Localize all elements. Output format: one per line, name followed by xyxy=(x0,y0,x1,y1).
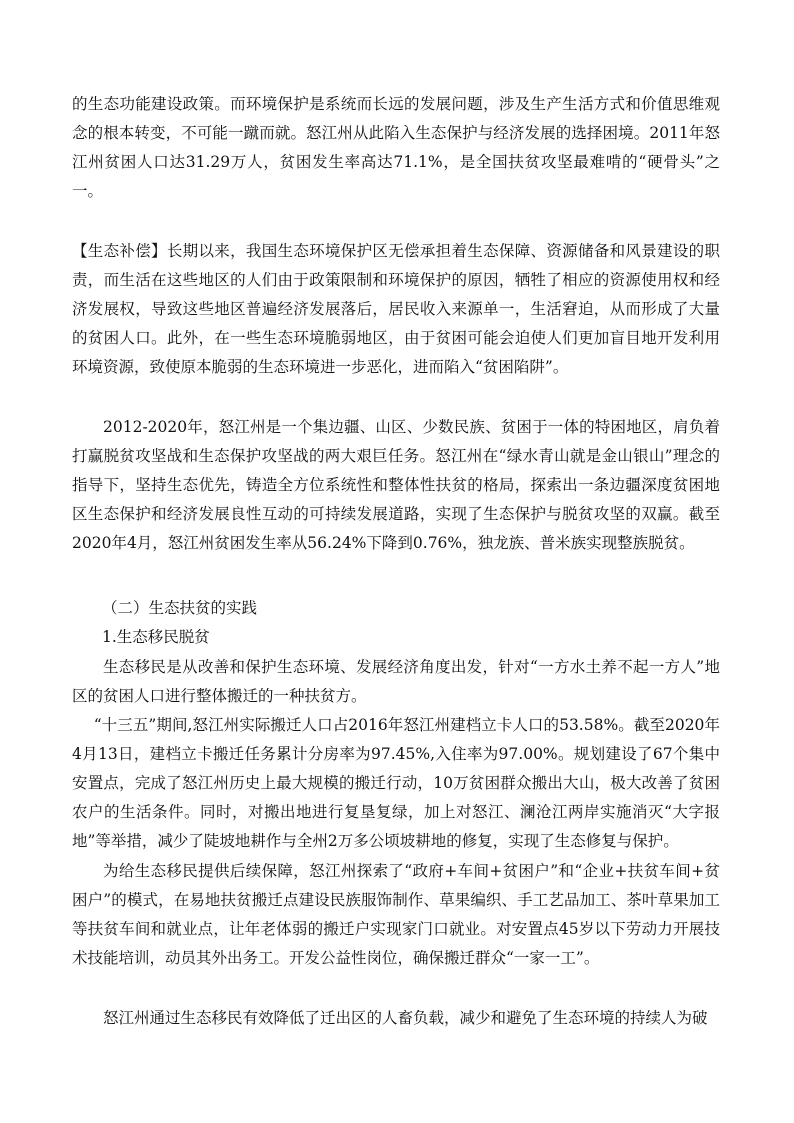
paragraph-ecological-compensation: 【生态补偿】长期以来，我国生态环境保护区无偿承担着生态保障、资源储备和风景建设的职责，而生活在这些地区的人们由于政策限制和环境保护的原因，牺牲了相应的资源使用权和经济发展权，导致这些地区普遍经济发展落后，居民收入来源单一，生活窘迫，从而形成了大量的贫困人口。此外，在一些生态环境脆弱地区，由于贫困可能会迫使人们更加盲目地开发利用环境资源，致使原本脆弱的生态环境进一步恶化，进而陷入“贫困陷阱”。 xyxy=(72,242,720,376)
paragraph-5: “十三五”期间,怒江州实际搬迁人口占2016年怒江州建档立卡人口的53.58%。截至2020年4月13日，建档立卡搬迁任务累计分房率为97.45%,入住率为97.00%。规划建设了67个集中安置点，完成了怒江州历史上最大规模的搬迁行动，10万贫困群众搬出大山，极大改善了贫困农户的生活条件。同时，对搬出地进行复垦复绿，加上对怒江、澜沧江两岸实施消灭“大字报地”等举措，减少了陡坡地耕作与全州2万多公顷坡耕地的修复，实现了生态修复与保护。 xyxy=(72,716,720,850)
paragraph-4: 生态移民是从改善和保护生态环境、发展经济角度出发，针对“一方水土养不起一方人”地区的贫困人口进行整体搬迁的一种扶贫方。 xyxy=(72,658,720,705)
section-heading: （二）生态扶贫的实践 xyxy=(102,599,258,617)
paragraph-7: 怒江州通过生态移民有效降低了迁出区的人畜负载，减少和避免了生态环境的持续人为破 xyxy=(103,1009,708,1027)
paragraph-6: 为给生态移民提供后续保障，怒江州探索了“政府+车间+贫困户”和“企业+扶贫车间+贫困户”的模式，在易地扶贫搬迁点建设民族服饰制作、草果编织、手工艺品加工、茶叶草果加工等扶贫车间和就业点，让年老体弱的搬迁户实现家门口就业。对安置点45岁以下劳动力开展技术技能培训，动员其外出务工。开发公益性岗位，确保搬迁群众“一家一工”。 xyxy=(72,862,720,967)
paragraph-3: 2012-2020年，怒江州是一个集边疆、山区、少数民族、贫困于一体的特困地区，肩负着打赢脱贫攻坚战和生态保护攻坚战的两大艰巨任务。怒江州在“绿水青山就是金山银山”理念的指导下，坚持生态优先，铸造全方位系统性和整体性扶贫的格局，探索出一条边疆深度贫困地区生态保护和经济发展良性互动的可持续发展道路，实现了生态保护与脱贫攻坚的双赢。截至2020年4月，怒江州贫困发生率从56.24%下降到0.76%，独龙族、普米族实现整族脱贫。 xyxy=(72,418,720,552)
paragraph-1: 的生态功能建设政策。而环境保护是系统而长远的发展问题，涉及生产生活方式和价值思维观念的根本转变，不可能一蹴而就。怒江州从此陷入生态保护与经济发展的选择困境。2011年怒江州贫困人口达31.29万人，贫困发生率高达71.1%，是全国扶贫攻坚最难啃的“硬骨头”之一。 xyxy=(72,95,720,200)
sub-heading: 1.生态移民脱贫 xyxy=(102,628,210,646)
